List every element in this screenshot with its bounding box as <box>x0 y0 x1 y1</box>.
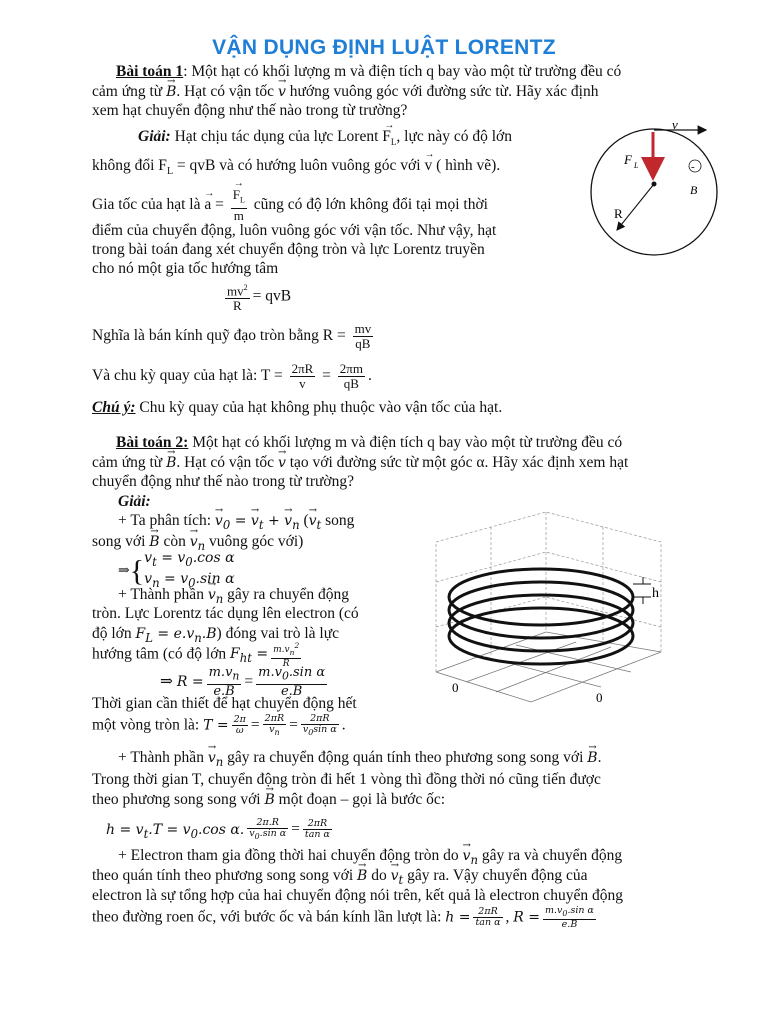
solution1-line3: Gia tốc của hạt là → a = → $\frac{F_L}{m}$ cũng có độ lớn không đổi tại mọi thời <box>92 188 488 223</box>
solution2-line5: độ lớn $F_L = e.v_n.B$) đóng vai trò là lực <box>92 625 339 645</box>
axis-zero-2: 0 <box>596 690 603 705</box>
solution1-radius: Nghĩa là bán kính quỹ đạo tròn bằng R = $\frac{mv}{qB}$ <box>92 321 372 351</box>
solution2-period: một vòng tròn là: T = $\frac{2\pi}{\omega}$ = $\frac{2\pi R}{v_n}$ = $\frac{2\pi R}{v_0\sin \alpha}$ . <box>92 713 346 737</box>
pitch-label: h <box>652 586 659 601</box>
radius-label: R <box>614 206 623 221</box>
solution2-paragraph-c-line2: theo quán tính theo phương song song với → B do → $v_t$ gây ra. Vậy chuyển động của <box>92 866 588 890</box>
axis-zero-1: 0 <box>452 680 459 695</box>
solution2-paragraph-b-line3: theo phương song song với → B một đoạn – gọi là bước ốc: <box>92 790 445 810</box>
solution2-paragraph-c-line1: + Electron tham gia đồng thời hai chuyển động tròn do → $v_n$ gây ra và chuyển động <box>118 846 622 870</box>
solution1-line2: không đổi $F_L$ = qvB và có hướng luôn vuông góc với → v ( hình vẽ). <box>92 156 500 181</box>
problem1-line3: xem hạt chuyển động như thế nào trong từ trường? <box>92 102 408 119</box>
solution1-line4: điểm của chuyển động, luôn vuông góc với vận tốc. Như vậy, hạt <box>92 222 497 239</box>
problem1-line1: Bài toán 1: Một hạt có khối lượng m và điện tích q bay vào một từ trường đều có <box>116 63 622 80</box>
solution1-line6: cho nó một gia tốc hướng tâm <box>92 260 279 277</box>
problem2-line2: cảm ứng từ → B. Hạt có vận tốc → v tạo với đường sức từ một góc α. Hãy xác định xem hạt <box>92 453 628 473</box>
solution1-line1: Giải: Hạt chịu tác dụng của lực Lorent → $F_L$, lực này có độ lớn <box>138 127 512 152</box>
helix-figure <box>396 502 674 712</box>
solution2-line4: tròn. Lực Lorentz tác dụng lên electron (có <box>92 605 359 622</box>
note1: Chú ý: Chu kỳ quay của hạt không phụ thuộc vào vận tốc của hạt. <box>92 399 503 416</box>
solution2-line3: + Thành phần → $v_n$ gây ra chuyển động <box>118 585 349 609</box>
equation-centripetal: $\frac{mv^2}{R}$ = qvB <box>227 283 292 314</box>
problem2-line1: Bài toán 2: Một hạt có khối lượng m và điện tích q bay vào một từ trường đều có <box>116 434 623 451</box>
solution2-line1: + Ta phân tích: → $v_0$ = → $v_t$ + → $v_n$ (→ $v_t$ song <box>118 511 354 535</box>
velocity-label: v <box>672 117 678 132</box>
force-label: F <box>624 152 632 167</box>
svg-text:-: - <box>691 161 695 173</box>
circular-motion-figure <box>580 112 730 264</box>
page-title: VẬN DỤNG ĐỊNH LUẬT LORENTZ <box>212 36 556 59</box>
problem2-label: Bài toán 2: <box>116 434 189 451</box>
solution2-label: Giải: <box>118 493 151 510</box>
note-label: Chú ý: <box>92 399 136 416</box>
problem1-label: Bài toán 1 <box>116 63 184 80</box>
solution2-line8: Thời gian cần thiết để hạt chuyển động hết <box>92 695 357 712</box>
solution2-paragraph-b-line2: Trong thời gian T, chuyển động tròn đi hết 1 vòng thì đồng thời nó cũng tiến được <box>92 771 601 788</box>
solution1-label: Giải: <box>138 128 171 145</box>
problem1-line2: cảm ứng từ → B. Hạt có vận tốc → v hướng vuông góc với đường sức từ. Hãy xác định <box>92 82 598 102</box>
solution2-paragraph-c-line3: electron là sự tổng hợp của hai chuyển động nói trên, kết quả là electron chuyển động <box>92 887 623 904</box>
pitch-equation: $h = v_t.T = v_0.\cos$ α. $\frac{2\pi.R}{v_0.\sin \alpha}$ = $\frac{2\pi R}{\text{tan α}}$ <box>106 817 330 841</box>
solution2-radius: ⇒ R = $\frac{m.v_n}{e.B}$ = $\frac{m.v_0.\sin \alpha}{e.B}$ <box>160 665 326 699</box>
solution2-paragraph-c-line4: theo đường roen ốc, với bước ốc và bán kính lần lượt là: h = $\frac{2\pi R}{\text{tan α}}$ , R = $\frac{m.v_0.\sin \alpha}{e.B}$ <box>92 905 594 930</box>
solution1-line5: trong bài toán đang xét chuyển động tròn và lực Lorentz truyền <box>92 241 485 258</box>
solution2-line6: hướng tâm (có độ lớn $F_{ht}$ = $\frac{m.v_n^2}{R}$ <box>92 641 300 669</box>
solution2-system: ⇒{ $v_t = v_0.\cos$ α $v_n = v_0.\sin$ α <box>118 550 235 590</box>
solution2-line2: song với → B còn → $v_n$ vuông góc với) <box>92 532 303 556</box>
solution2-paragraph-b-line1: + Thành phần → $v_n$ gây ra chuyển động quán tính theo phương song song với → B. <box>118 748 601 772</box>
svg-text:L: L <box>634 161 639 170</box>
helix-path <box>449 569 633 664</box>
problem2-line3: chuyển động như thế nào trong từ trường? <box>92 473 354 490</box>
solution1-period: Và chu kỳ quay của hạt là: T = $\frac{2\pi R}{v}$ = $\frac{2\pi m}{qB}$ . <box>92 361 372 391</box>
field-label: B <box>690 183 698 197</box>
